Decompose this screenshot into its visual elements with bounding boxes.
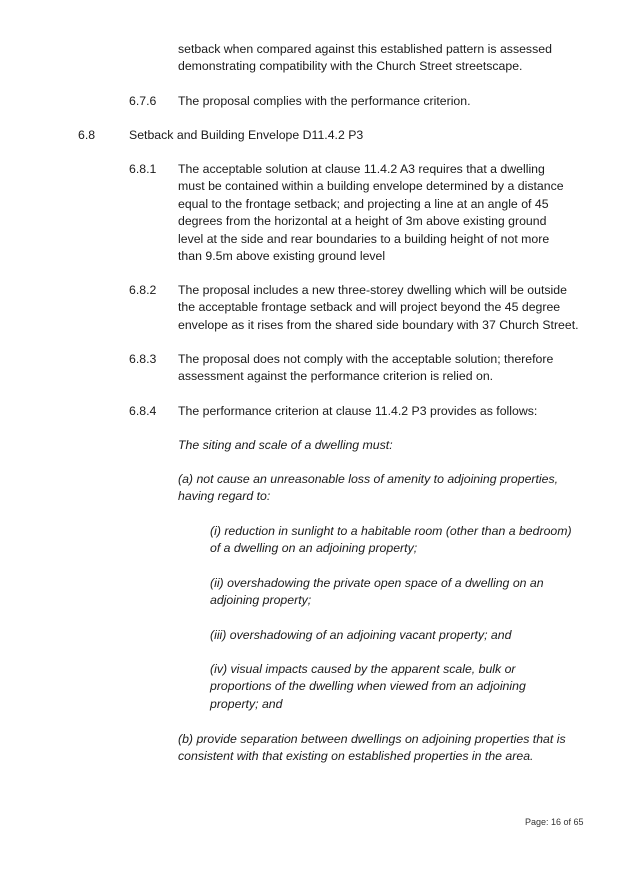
section-heading-6-8: Setback and Building Envelope D11.4.2 P3 (129, 128, 364, 142)
para-6-8-4-text: The performance criterion at clause 11.4.2 P3 provides as follows: (178, 404, 538, 418)
para-number-6-8-1: 6.8.1 (129, 162, 157, 176)
section-number-6-8: 6.8 (78, 128, 96, 142)
para-6-8-3-text: The proposal does not comply with the acceptable solution; therefore assessment against the performance criterion is relied on. (178, 352, 554, 384)
quote-subitem-i: (i) reduction in sunlight to a habitable room (other than a bedroom) of a dwelling on an adjoining property; (210, 524, 572, 556)
para-number-6-8-2: 6.8.2 (129, 283, 157, 297)
quote-subitem-iii: (iii) overshadowing of an adjoining vacant property; and (210, 628, 512, 642)
para-6-8-2-text: The proposal includes a new three-storey dwelling which will be outside the acceptable frontage setback and will project beyond the 45 degree envelope as it rises from the shared side boundary with 37 Church Street. (178, 283, 579, 332)
para-6-7-6-text: The proposal complies with the performance criterion. (178, 94, 471, 108)
continuation-paragraph: setback when compared against this established pattern is assessed demonstrating compatibility with the Church Street streetscape. (178, 42, 552, 74)
para-number-6-8-3: 6.8.3 (129, 352, 157, 366)
para-6-8-1-text: The acceptable solution at clause 11.4.2 A3 requires that a dwelling must be contained within a building envelope determined by a distance equal to the frontage setback; and projecting a line at an angle of 45 degrees from the horizontal at a height of 3m above existing ground level at the side and rear boundaries to a building height of not more than 9.5m above existing ground level (178, 162, 564, 264)
quote-subitem-ii: (ii) overshadowing the private open space of a dwelling on an adjoining property; (210, 576, 544, 608)
quote-item-a: (a) not cause an unreasonable loss of amenity to adjoining properties, having regard to: (178, 472, 559, 504)
page-number: Page: 16 of 65 (525, 817, 584, 827)
para-number-6-8-4: 6.8.4 (129, 404, 157, 418)
para-number-6-7-6: 6.7.6 (129, 94, 157, 108)
quote-subitem-iv: (iv) visual impacts caused by the apparent scale, bulk or proportions of the dwelling when viewed from an adjoining property; and (210, 662, 526, 711)
quote-intro: The siting and scale of a dwelling must: (178, 438, 393, 452)
quote-item-b: (b) provide separation between dwellings on adjoining properties that is consistent with that existing on established properties in the area. (178, 732, 566, 764)
